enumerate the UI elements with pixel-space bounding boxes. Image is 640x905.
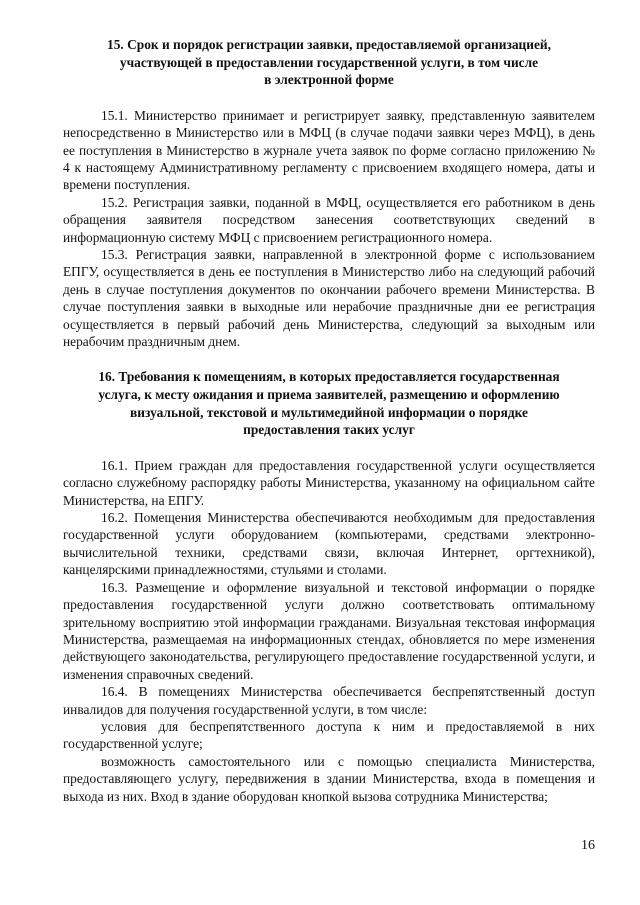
section-15-heading [63,36,595,89]
section-16-heading-line-3: визуальной, текстовой и мультимедийной информации о порядке [130,404,528,420]
section-15-body [63,107,595,351]
paragraph-16-4-item-2: возможность самостоятельного или с помощью специалиста Министерства, предоставляющего услугу, передвижения в здании Министерства, входа в помещения и выхода из них. Вход в здание оборудован кнопкой вызова сотрудника Министерства; [63,753,595,804]
section-16-body [63,457,595,805]
paragraph-16-3: 16.3. Размещение и оформление визуальной и текстовой информации о порядке предоставления государственной услуги должно соответствовать оптимальному зрительному восприятию этой информации гражданами. Визуальная текстовая информация Министерства, размещаемая на информационных стендах, обновляется по мере изменения действующего законодательства, регулирующего предоставление государственной услуги, и изменения справочных сведений. [63,579,595,682]
paragraph-15-3: 15.3. Регистрация заявки, направленной в электронной форме с использованием ЕПГУ, осуществляется в день ее поступления в Министерство либо на следующий рабочий день в случае поступления документов по окончании рабочего времени Министерства. В случае поступления заявки в выходные или нерабочие праздничные дни ее регистрация осуществляется в первый рабочий день Министерства, следующий за выходным или нерабочим праздничным днем. [63,247,595,350]
section-16-heading-line-2: услуга, к месту ожидания и приема заявителей, размещению и оформлению [98,387,560,403]
section-16-heading-line-4: предоставления таких услуг [243,422,415,438]
section-16-heading [63,368,595,438]
paragraph-16-2: 16.2. Помещения Министерства обеспечиваются необходимым для предоставления государственной услуги оборудованием (компьютерами, средствами электронно-вычислительной техники, средствами связи, включая Интернет, оргтехникой), канцелярскими принадлежностями, стульями и столами. [63,510,595,578]
paragraph-15-1: 15.1. Министерство принимает и регистрирует заявку, представленную заявителем непосредственно в Министерство или в МФЦ (в случае подачи заявки через МФЦ), в день ее поступления в Министерство в журнале учета заявок по форме согласно приложению № 4 к настоящему Административному регламенту с присвоением входящего номера, даты и времени поступления. [63,107,595,193]
page-number: 16 [581,838,595,853]
section-15-heading-line-2: участвующей в предоставлении государственной услуги, в том числе [119,54,539,70]
paragraph-16-4: 16.4. В помещениях Министерства обеспечивается беспрепятственный доступ инвалидов для получения государственной услуги, в том числе: [63,684,595,717]
paragraph-16-1: 16.1. Прием граждан для предоставления государственной услуги осуществляется согласно служебному распорядку работы Министерства, указанному на официальном сайте Министерства, на ЕПГУ. [63,457,595,508]
section-16-heading-line-1: 16. Требования к помещениям, в которых предоставляется государственная [98,369,560,385]
paragraph-15-2: 15.2. Регистрация заявки, поданной в МФЦ, осуществляется его работником в день обращения заявителя посредством занесения соответствующих сведений в информационную систему МФЦ с присвоением регистрационного номера. [63,194,595,245]
section-15-heading-line-3: в электронной форме [264,72,394,88]
document-page [63,36,595,805]
section-15-heading-line-1: 15. Срок и порядок регистрации заявки, предоставляемой организацией, [107,37,551,52]
paragraph-16-4-item-1: условия для беспрепятственного доступа к ним и предоставляемой в них государственной услуге; [63,718,595,752]
